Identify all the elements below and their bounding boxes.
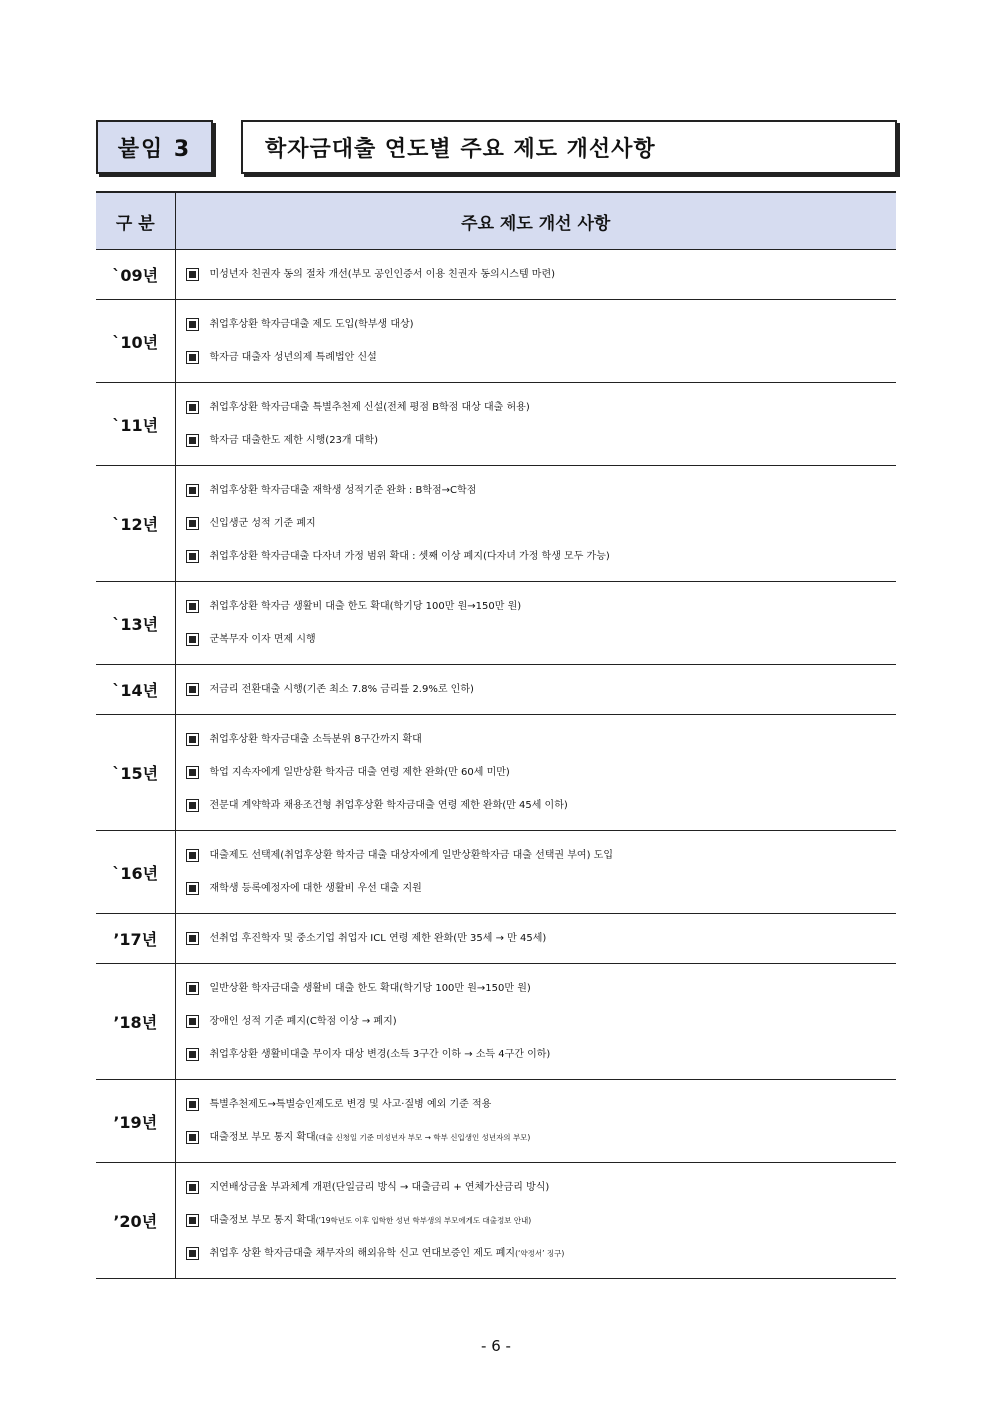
list-item-text: 선취업 후진학자 및 중소기업 취업자 ICL 연령 제한 완화(만 35세 → 만 45세) xyxy=(209,933,547,944)
year-cell: ’17년 xyxy=(96,914,175,964)
improvements-cell xyxy=(175,964,896,1080)
square-bullet-icon xyxy=(186,882,199,895)
list-item xyxy=(186,507,897,540)
square-bullet-icon xyxy=(186,1247,199,1260)
list-item xyxy=(186,1171,897,1204)
square-bullet-icon xyxy=(186,517,199,530)
list-item-text: 전문대 계약학과 채용조건형 취업후상환 학자금대출 연령 제한 완화(만 45세 이하) xyxy=(209,800,568,811)
square-bullet-icon xyxy=(186,1131,199,1144)
list-item xyxy=(186,474,897,507)
table-row xyxy=(96,300,896,383)
square-bullet-icon xyxy=(186,1048,199,1061)
list-item xyxy=(186,1038,897,1071)
square-bullet-icon xyxy=(186,1015,199,1028)
improvements-cell xyxy=(175,466,896,582)
list-item xyxy=(186,590,897,623)
square-bullet-icon xyxy=(186,401,199,414)
table-row xyxy=(96,383,896,466)
year-cell: `12년 xyxy=(96,466,175,582)
improvements-cell xyxy=(175,300,896,383)
improvements-cell xyxy=(175,665,896,715)
table-row xyxy=(96,914,896,964)
improvements-cell xyxy=(175,1080,896,1163)
list-item-text: 장애인 성적 기준 폐지(C학점 이상 → 폐지) xyxy=(209,1016,397,1027)
square-bullet-icon xyxy=(186,268,199,281)
list-item-text: 취업후 상환 학자금대출 채무자의 해외유학 신고 연대보증인 제도 폐지 xyxy=(209,1248,516,1259)
square-bullet-icon xyxy=(186,733,199,746)
improvements-cell xyxy=(175,582,896,665)
list-item xyxy=(186,424,897,457)
list-item-note: (’19학년도 이후 입학한 성년 학부생의 부모에게도 대출정보 안내) xyxy=(315,1216,532,1225)
year-cell: ’20년 xyxy=(96,1163,175,1279)
square-bullet-icon xyxy=(186,318,199,331)
list-item xyxy=(186,623,897,656)
list-item xyxy=(186,1005,897,1038)
year-cell: `14년 xyxy=(96,665,175,715)
list-item-text: 학자금 대출자 성년의제 특례법안 신설 xyxy=(209,352,377,363)
square-bullet-icon xyxy=(186,633,199,646)
list-item xyxy=(186,789,897,822)
document-title-text: 학자금대출 연도별 주요 제도 개선사항 xyxy=(265,136,656,162)
square-bullet-icon xyxy=(186,484,199,497)
year-cell: ’19년 xyxy=(96,1080,175,1163)
table-row xyxy=(96,250,896,300)
table-row xyxy=(96,964,896,1080)
table-header-row xyxy=(96,192,896,250)
page-number: - 6 - xyxy=(481,1337,511,1355)
improvements-cell xyxy=(175,715,896,831)
list-item-text: 지연배상금율 부과체계 개편(단일금리 방식 → 대출금리 + 연체가산금리 방식) xyxy=(209,1182,550,1193)
column-header-improvements: 주요 제도 개선 사항 xyxy=(175,192,896,250)
list-item-text: 취업후상환 학자금대출 재학생 성적기준 완화 : B학점→C학점 xyxy=(209,485,477,496)
list-item-text: 취업후상환 학자금대출 특별추천제 신설(전체 평점 B학점 대상 대출 허용) xyxy=(209,402,530,413)
list-item-text: 대출제도 선택제(취업후상환 학자금 대출 대상자에게 일반상환학자금 대출 선택권 부여) 도입 xyxy=(209,850,613,861)
list-item-text: 대출정보 부모 통지 확대 xyxy=(209,1215,316,1226)
list-item xyxy=(186,341,897,374)
list-item xyxy=(186,1204,897,1237)
year-cell: `15년 xyxy=(96,715,175,831)
square-bullet-icon xyxy=(186,1181,199,1194)
list-item xyxy=(186,1121,897,1154)
list-item xyxy=(186,258,897,291)
list-item xyxy=(186,1088,897,1121)
year-cell: `09년 xyxy=(96,250,175,300)
list-item-text: 특별추천제도→특별승인제도로 변경 및 사고·질병 예외 기준 적용 xyxy=(209,1099,492,1110)
list-item xyxy=(186,839,897,872)
square-bullet-icon xyxy=(186,600,199,613)
list-item-text: 신입생군 성적 기준 폐지 xyxy=(209,518,316,529)
square-bullet-icon xyxy=(186,849,199,862)
square-bullet-icon xyxy=(186,434,199,447)
column-header-category: 구 분 xyxy=(96,192,175,250)
list-item-text: 취업후상환 학자금대출 다자녀 가정 범위 확대 : 셋째 이상 폐지(다자녀 가정 학생 모두 가능) xyxy=(209,551,610,562)
improvements-cell xyxy=(175,831,896,914)
document-title xyxy=(241,120,897,174)
list-item-note: (대출 신청일 기준 미성년자 부모 → 학부 신입생인 성년자의 부모) xyxy=(315,1133,531,1142)
square-bullet-icon xyxy=(186,799,199,812)
list-item xyxy=(186,308,897,341)
list-item xyxy=(186,673,897,706)
list-item-text: 취업후상환 생활비대출 무이자 대상 변경(소득 3구간 이하 → 소득 4구간 이하) xyxy=(209,1049,551,1060)
square-bullet-icon xyxy=(186,351,199,364)
year-cell: ’18년 xyxy=(96,964,175,1080)
list-item xyxy=(186,756,897,789)
year-cell: `16년 xyxy=(96,831,175,914)
table-row xyxy=(96,1163,896,1279)
list-item xyxy=(186,972,897,1005)
list-item xyxy=(186,723,897,756)
list-item-text: 재학생 등록예정자에 대한 생활비 우선 대출 지원 xyxy=(209,883,422,894)
year-cell: `10년 xyxy=(96,300,175,383)
list-item-text: 취업후상환 학자금대출 소득분위 8구간까지 확대 xyxy=(209,734,422,745)
attachment-badge-label: 붙임 3 xyxy=(117,136,192,162)
list-item-text: 군복무자 이자 면제 시행 xyxy=(209,634,316,645)
improvements-cell xyxy=(175,383,896,466)
list-item xyxy=(186,872,897,905)
list-item-text: 일반상환 학자금대출 생활비 대출 한도 확대(학기당 100만 원→150만 원) xyxy=(209,983,531,994)
square-bullet-icon xyxy=(186,982,199,995)
list-item-text: 미성년자 친권자 동의 절차 개선(부모 공인인증서 이용 친권자 동의시스템 마련) xyxy=(209,269,556,280)
list-item-text: 대출정보 부모 통지 확대 xyxy=(209,1132,316,1143)
list-item-text: 학자금 대출한도 제한 시행(23개 대학) xyxy=(209,435,378,446)
table-row xyxy=(96,715,896,831)
square-bullet-icon xyxy=(186,1098,199,1111)
improvements-cell xyxy=(175,914,896,964)
list-item xyxy=(186,922,897,955)
list-item-text: 저금리 전환대출 시행(기존 최소 7.8% 금리를 2.9%로 인하) xyxy=(209,684,474,695)
attachment-badge xyxy=(96,120,213,174)
improvements-cell xyxy=(175,250,896,300)
year-cell: `11년 xyxy=(96,383,175,466)
table-row xyxy=(96,665,896,715)
list-item-text: 취업후상환 학자금대출 제도 도입(학부생 대상) xyxy=(209,319,414,330)
list-item-text: 취업후상환 학자금 생활비 대출 한도 확대(학기당 100만 원→150만 원) xyxy=(209,601,522,612)
square-bullet-icon xyxy=(186,683,199,696)
improvements-table xyxy=(96,191,896,1279)
square-bullet-icon xyxy=(186,766,199,779)
square-bullet-icon xyxy=(186,932,199,945)
table-row xyxy=(96,582,896,665)
square-bullet-icon xyxy=(186,550,199,563)
list-item xyxy=(186,391,897,424)
square-bullet-icon xyxy=(186,1214,199,1227)
list-item-text: 학업 지속자에게 일반상환 학자금 대출 연령 제한 완화(만 60세 미만) xyxy=(209,767,510,778)
table-row xyxy=(96,831,896,914)
list-item-note: (‘약정서’ 징구) xyxy=(515,1249,565,1258)
improvements-cell xyxy=(175,1163,896,1279)
year-cell: `13년 xyxy=(96,582,175,665)
list-item xyxy=(186,1237,897,1270)
list-item xyxy=(186,540,897,573)
table-row xyxy=(96,466,896,582)
table-row xyxy=(96,1080,896,1163)
